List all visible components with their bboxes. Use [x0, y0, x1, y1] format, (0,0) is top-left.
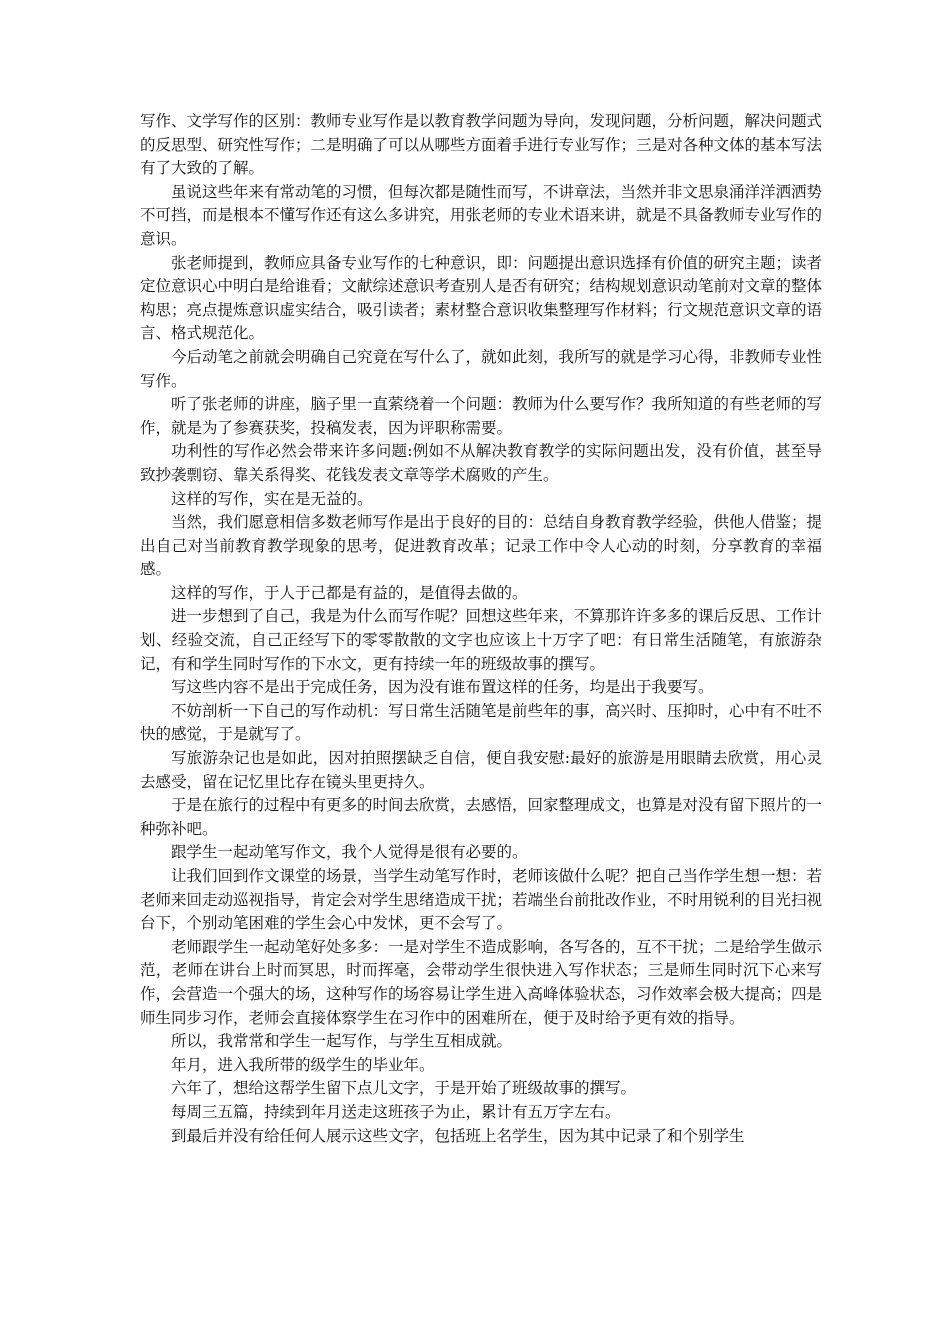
paragraph: 进一步想到了自己，我是为什么而写作呢？回想这些年来，不算那许许多多的课后反思、工作计划、经验交流，自己正经写下的零零散散的文字也应该上十万字了吧：有日常生活随笔，有旅游杂记，有和学生同时写作的下水文，更有持续一年的班级故事的撰写。 [140, 607, 823, 673]
paragraph: 写旅游杂记也是如此，因对拍照摆缺乏自信，便自我安慰:最好的旅游是用眼睛去欣赏，用心灵去感受，留在记忆里比存在镜头里更持久。 [140, 749, 822, 791]
paragraph: 于是在旅行的过程中有更多的时间去欣赏，去感悟，回家整理成文，也算是对没有留下照片的一种弥补吧。 [140, 796, 823, 838]
paragraph: 写作、文学写作的区别：教师专业写作是以教育教学问题为导向，发现问题，分析问题，解决问题式的反思型、研究性写作；二是明确了可以从哪些方面着手进行专业写作；三是对各种文体的基本写法有了大致的了解。 [140, 112, 823, 178]
paragraph: 当然，我们愿意相信多数老师写作是出于良好的目的：总结自身教育教学经验，供他人借鉴；提出自己对当前教育教学现象的思考，促进教育改革；记录工作中令人心动的时刻，分享教育的幸福感。 [140, 513, 823, 579]
document-body [140, 110, 822, 1148]
paragraph: 功利性的写作必然会带来许多问题:例如不从解决教育教学的实际问题出发，没有价值，甚至导致抄袭剽窃、靠关系得奖、花钱发表文章等学术腐败的产生。 [140, 442, 822, 484]
paragraph: 所以，我常常和学生一起写作，与学生互相成就。 [171, 1032, 513, 1051]
paragraph: 写这些内容不是出于完成任务，因为没有谁布置这样的任务，均是出于我要写。 [171, 678, 714, 697]
paragraph: 这样的写作，实在是无益的。 [171, 489, 373, 508]
paragraph: 每周三五篇，持续到年月送走这班孩子为止，累计有五万字左右。 [171, 1102, 621, 1121]
paragraph: 到最后并没有给任何人展示这些文字，包括班上名学生，因为其中记录了和个别学生 [171, 1126, 745, 1145]
paragraph: 虽说这些年来有常动笔的习惯，但每次都是随性而写，不讲章法，当然并非文思泉涌洋洋洒洒势不可挡，而是根本不懂写作还有这么多讲究，用张老师的专业术语来讲，就是不具备教师专业写作的意识。 [140, 182, 823, 248]
paragraph: 年月，进入我所带的级学生的毕业年。 [171, 1055, 435, 1074]
paragraph: 张老师提到，教师应具备专业写作的七种意识，即：问题提出意识选择有价值的研究主题；读者定位意识心中明白是给谁看；文献综述意识考查别人是否有研究；结构规划意识动笔前对文章的整体构思；亮点提炼意识虚实结合，吸引读者；素材整合意识收集整理写作材料；行文规范意识文章的语言、格式规范化。 [140, 253, 823, 343]
paragraph: 听了张老师的讲座，脑子里一直萦绕着一个问题：教师为什么要写作？我所知道的有些老师的写作，就是为了参赛获奖，投稿发表，因为评职称需要。 [140, 395, 823, 437]
paragraph: 这样的写作，于人于己都是有益的，是值得去做的。 [171, 583, 528, 602]
paragraph: 跟学生一起动笔写作文，我个人觉得是很有必要的。 [171, 843, 528, 862]
paragraph: 六年了，想给这帮学生留下点儿文字，于是开始了班级故事的撰写。 [171, 1079, 637, 1098]
paragraph: 老师跟学生一起动笔好处多多：一是对学生不造成影响，各写各的，互不干扰；二是给学生做示范，老师在讲台上时而冥思，时而挥毫，会带动学生很快进入写作状态；三是师生同时沉下心来写作，会营造一个强大的场，这种写作的场容易让学生进入高峰体验状态，习作效率会极大提高；四是师生同步习作，老师会直接体察学生在习作中的困难所在，便于及时给予更有效的指导。 [140, 937, 823, 1027]
paragraph: 今后动笔之前就会明确自己究竟在写什么了，就如此刻，我所写的就是学习心得，非教师专业性写作。 [140, 347, 823, 390]
paragraph: 让我们回到作文课堂的场景，当学生动笔写作时，老师该做什么呢？把自己当作学生想一想：若老师来回走动巡视指导，肯定会对学生思绪造成干扰；若端坐台前批改作业，不时用锐利的目光扫视台下，个别动笔困难的学生会心中发怵，更不会写了。 [140, 867, 823, 933]
paragraph: 不妨剖析一下自己的写作动机：写日常生活随笔是前些年的事，高兴时、压抑时，心中有不吐不快的感觉，于是就写了。 [140, 701, 823, 744]
